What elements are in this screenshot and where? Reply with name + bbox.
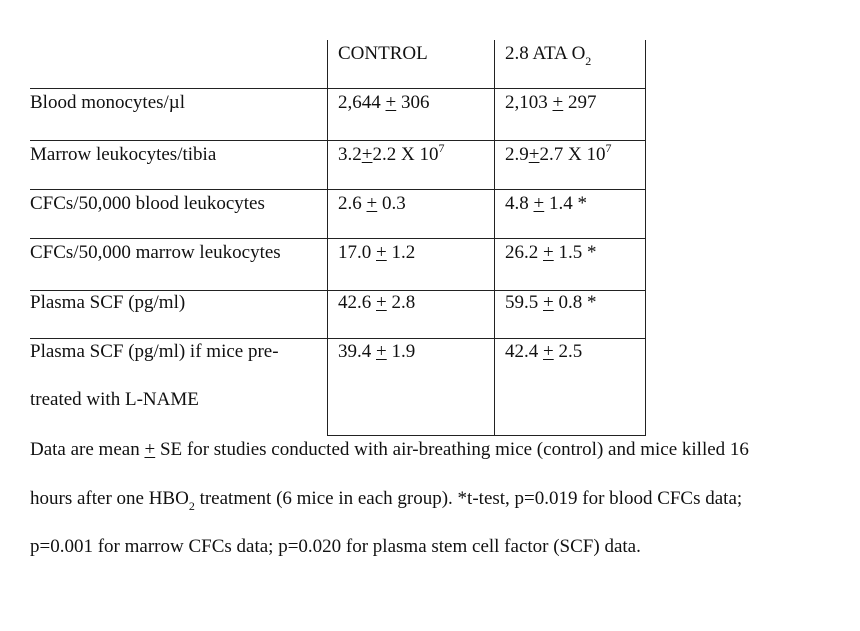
se: 0.3 [377,193,406,214]
plus-minus: + [376,341,387,362]
se: 2.5 [553,341,583,362]
plus-minus: + [543,341,554,362]
footnote-line-1 [30,439,749,461]
se: 2.2 X 10 [372,144,439,165]
se: 1.9 [386,341,416,362]
row-label: Plasma SCF (pg/ml) [30,292,186,313]
exponent: 7 [438,141,445,155]
row-divider [30,238,646,239]
value: 59.5 [505,292,539,313]
footnote-text: treatment (6 mice in each group). *t-test, p=0.019 for blood CFCs data; [194,488,743,509]
hbo-value [505,141,612,167]
plus-minus: + [552,92,564,113]
value: 2.6 [338,193,362,214]
value: 2,103 [505,92,548,113]
table-bottom-border [327,435,646,436]
plus-minus: + [144,439,156,460]
footnote-text: SE for studies conducted with air-breathing mice (control) and mice killed 16 [155,439,749,460]
plus-minus: + [361,144,373,165]
value: 42.6 [338,292,372,313]
plus-minus: + [543,242,554,263]
row-label: CFCs/50,000 marrow leukocytes [30,242,281,263]
se: 2.7 X 10 [539,144,606,165]
value: 42.4 [505,341,539,362]
value: 39.4 [338,341,372,362]
plus-minus: + [376,292,387,313]
control-value [338,92,429,114]
row-divider [30,290,646,291]
hbo-value [505,341,582,363]
plus-minus: + [528,144,540,165]
footnote-text: Data are mean [30,439,145,460]
row-divider [30,338,646,339]
plus-minus: + [385,92,397,113]
se: 306 [396,92,430,113]
header-hbo-subscript: 2 [585,54,592,68]
row-label-line2: treated with L-NAME [30,389,199,410]
plus-minus: + [366,193,378,214]
footnote-text: hours after one HBO [30,488,189,509]
se: 2.8 [386,292,416,313]
footnote-line-2 [30,488,742,511]
value: 2,644 [338,92,381,113]
control-value [338,341,415,363]
plus-minus: + [376,242,387,263]
row-label-line1: Plasma SCF (pg/ml) if mice pre- [30,341,279,362]
header-hbo [505,43,591,66]
value: 2.9 [505,144,529,165]
control-value [338,292,415,314]
value: 3.2 [338,144,362,165]
hbo-value [505,242,596,264]
exponent: 7 [605,141,612,155]
footnote-line-3: p=0.001 for marrow CFCs data; p=0.020 for plasma stem cell factor (SCF) data. [30,536,641,557]
plus-minus: + [543,292,554,313]
subscript: 2 [188,499,195,513]
row-label: Blood monocytes/µl [30,92,186,113]
value: 26.2 [505,242,539,263]
row-label: Marrow leukocytes/tibia [30,144,217,165]
header-hbo-text: 2.8 ATA O [505,43,586,64]
se: 1.2 [386,242,416,263]
control-value [338,242,415,264]
value: 17.0 [338,242,372,263]
row-label: CFCs/50,000 blood leukocytes [30,193,265,214]
hbo-value [505,92,596,114]
hbo-value [505,193,587,215]
plus-minus: + [533,193,545,214]
se: 1.5 * [553,242,597,263]
control-value [338,193,406,215]
value: 4.8 [505,193,529,214]
control-value [338,141,445,167]
row-divider [30,140,646,141]
hbo-value [505,292,596,314]
se: 0.8 * [553,292,597,313]
row-divider [30,88,646,89]
se: 1.4 * [544,193,587,214]
header-control: CONTROL [338,43,428,64]
se: 297 [563,92,597,113]
row-divider [30,189,646,190]
